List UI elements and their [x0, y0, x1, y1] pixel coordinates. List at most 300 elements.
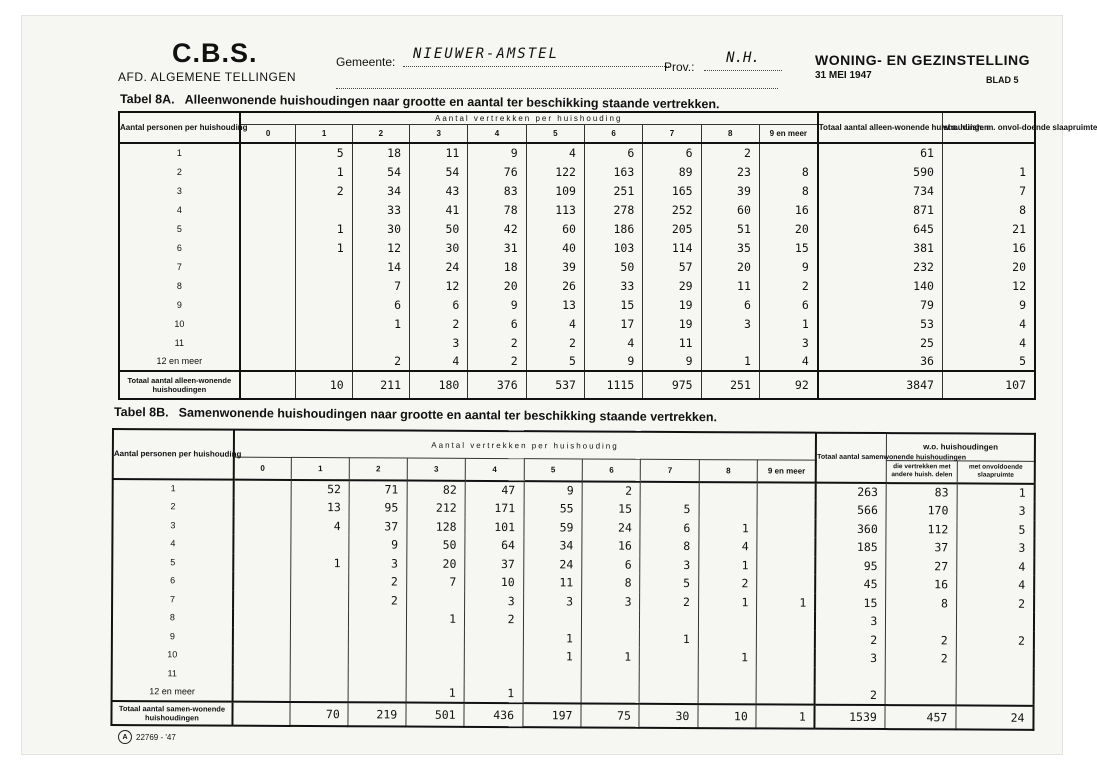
data-cell: 11 — [523, 573, 582, 592]
data-cell — [581, 629, 640, 648]
wo-shared-column-header: die vertrekken met andere huish. delen — [887, 461, 958, 483]
data-cell: 9 — [468, 143, 526, 162]
data-cell: 4 — [526, 143, 584, 162]
data-cell: 205 — [643, 219, 701, 238]
data-cell: 1 — [699, 556, 758, 575]
dotted-line — [336, 88, 778, 89]
data-cell: 71 — [349, 480, 407, 499]
data-cell: 1 — [296, 238, 352, 257]
data-cell: 15 — [582, 499, 641, 518]
data-cell: 2 — [759, 276, 817, 295]
data-cell: 4 — [526, 314, 584, 333]
grand-total-cell: 1539 — [815, 704, 886, 728]
total-cell: 75 — [581, 703, 640, 727]
data-cell: 4 — [584, 333, 642, 352]
table-row — [119, 276, 1035, 295]
data-cell — [640, 666, 699, 685]
wo-slaapruimte-total-cell: 24 — [956, 705, 1034, 729]
extra-cell: 4 — [942, 314, 1035, 333]
row-total-cell: 3 — [815, 649, 886, 668]
data-cell — [240, 276, 296, 295]
row-label: 5 — [119, 219, 240, 238]
data-cell: 47 — [465, 480, 524, 499]
data-cell — [640, 685, 699, 704]
data-cell: 3 — [410, 333, 468, 352]
total-cell: 1 — [756, 704, 815, 728]
data-cell — [234, 479, 292, 498]
data-cell — [233, 664, 291, 683]
column-header: 2 — [352, 124, 409, 143]
row-total-cell: 590 — [818, 162, 943, 181]
data-cell: 6 — [643, 143, 701, 162]
total-cell: 70 — [290, 701, 349, 725]
data-cell: 6 — [701, 295, 759, 314]
total-cell — [232, 701, 290, 725]
grand-total-cell: 3847 — [818, 371, 943, 399]
page-number: BLAD 5 — [986, 75, 1019, 85]
row-total-cell: 36 — [818, 352, 943, 371]
table-row — [119, 219, 1035, 238]
row-label: 10 — [119, 314, 240, 333]
row-total-cell: 25 — [818, 333, 943, 352]
data-cell: 9 — [524, 481, 583, 500]
data-cell: 1 — [296, 162, 352, 181]
data-cell: 76 — [468, 162, 526, 181]
data-cell — [240, 143, 296, 162]
data-cell: 23 — [701, 162, 759, 181]
data-cell — [581, 666, 640, 685]
total-cell: 92 — [759, 371, 817, 399]
data-cell: 3 — [465, 591, 524, 610]
data-cell: 1 — [523, 647, 582, 666]
extra-cell: 1 — [942, 162, 1035, 181]
data-cell — [701, 333, 759, 352]
data-cell — [233, 535, 291, 554]
data-cell: 30 — [352, 219, 409, 238]
row-label: 4 — [119, 200, 240, 219]
data-cell: 34 — [523, 536, 582, 555]
data-cell — [756, 667, 815, 686]
department-label: AFD. ALGEMENE TELLINGEN — [118, 70, 296, 84]
data-cell — [240, 162, 296, 181]
wo-slaapruimte-cell — [956, 668, 1034, 687]
total-cell: 10 — [698, 704, 757, 728]
row-label: 1 — [113, 479, 234, 498]
data-cell — [290, 609, 349, 628]
total-cell: 10 — [296, 371, 352, 399]
data-cell: 10 — [465, 573, 524, 592]
census-title: WONING- EN GEZINSTELLING — [815, 52, 1030, 68]
data-cell: 54 — [352, 162, 409, 181]
row-label: 9 — [119, 295, 240, 314]
data-cell: 128 — [407, 517, 466, 536]
extra-cell: 7 — [942, 181, 1035, 200]
data-cell: 1 — [581, 647, 640, 666]
data-cell: 19 — [643, 314, 701, 333]
total-cell: 1115 — [584, 371, 642, 399]
total-column-header: Totaal aantal samenwonende huishoudingen — [816, 433, 887, 483]
extra-cell: 4 — [942, 333, 1035, 352]
data-cell: 20 — [701, 257, 759, 276]
wo-shared-cell: 16 — [886, 575, 957, 594]
row-label: 9 — [112, 627, 233, 646]
data-cell: 1 — [464, 684, 523, 703]
data-cell: 5 — [296, 143, 352, 162]
data-cell — [290, 572, 349, 591]
data-cell: 252 — [643, 200, 701, 219]
data-cell — [406, 628, 465, 647]
total-cell: 211 — [352, 371, 409, 399]
data-cell: 34 — [352, 181, 409, 200]
row-label: 3 — [112, 516, 233, 535]
total-cell: 501 — [406, 702, 465, 726]
data-cell — [406, 591, 465, 610]
table-row — [119, 257, 1035, 276]
data-cell — [523, 610, 582, 629]
data-cell: 50 — [407, 536, 466, 555]
column-header: 0 — [234, 457, 292, 479]
data-cell: 2 — [701, 143, 759, 162]
data-cell: 165 — [643, 181, 701, 200]
data-cell: 212 — [407, 499, 466, 518]
table-b-prefix: Tabel 8B. — [113, 405, 169, 420]
row-total-cell: 53 — [818, 314, 943, 333]
data-cell: 55 — [524, 499, 583, 518]
data-cell: 39 — [701, 181, 759, 200]
wo-slaapruimte-cell — [956, 649, 1034, 668]
data-cell — [296, 352, 352, 371]
data-cell: 1 — [406, 684, 465, 703]
row-total-cell: 15 — [815, 593, 886, 612]
row-label: 7 — [112, 590, 233, 609]
data-cell: 8 — [759, 181, 817, 200]
table-a-prefix: Tabel 8A. — [119, 92, 175, 107]
total-cell — [240, 371, 296, 399]
row-label-header: Aantal personen per huishouding — [113, 429, 234, 479]
data-cell — [757, 537, 816, 556]
total-cell: 975 — [643, 371, 701, 399]
data-cell — [233, 609, 291, 628]
data-cell: 6 — [584, 143, 642, 162]
province-value: N.H. — [704, 50, 782, 71]
row-total-cell: 871 — [818, 200, 943, 219]
row-total-cell: 2 — [815, 630, 886, 649]
data-cell: 37 — [349, 517, 407, 536]
data-cell: 1 — [523, 629, 582, 648]
data-cell — [240, 314, 296, 333]
data-cell: 2 — [465, 610, 524, 629]
data-cell — [640, 648, 699, 667]
extra-cell: 12 — [942, 276, 1035, 295]
data-cell: 89 — [643, 162, 701, 181]
data-cell — [233, 646, 291, 665]
data-cell — [757, 500, 816, 519]
table-row — [119, 238, 1035, 257]
data-cell: 2 — [526, 333, 584, 352]
data-cell: 2 — [349, 591, 407, 610]
data-cell — [233, 627, 291, 646]
row-total-cell: 381 — [818, 238, 943, 257]
wo-shared-total-cell: 457 — [885, 705, 956, 729]
data-cell: 2 — [699, 574, 758, 593]
column-header: 7 — [641, 459, 700, 481]
data-cell: 20 — [468, 276, 526, 295]
data-cell — [296, 333, 352, 352]
data-cell: 41 — [410, 200, 468, 219]
data-cell: 18 — [352, 143, 409, 162]
data-cell — [232, 683, 290, 702]
column-header: 1 — [296, 124, 352, 143]
data-cell: 1 — [699, 519, 758, 538]
data-cell — [352, 333, 409, 352]
data-cell — [581, 684, 640, 703]
data-cell: 2 — [468, 333, 526, 352]
data-cell — [699, 500, 758, 519]
data-cell — [290, 646, 349, 665]
data-cell: 20 — [406, 554, 465, 573]
row-total-cell: 645 — [818, 219, 943, 238]
data-cell — [759, 143, 817, 162]
data-cell: 15 — [759, 238, 817, 257]
data-cell: 57 — [643, 257, 701, 276]
seal-icon: A — [118, 730, 132, 744]
data-cell: 31 — [468, 238, 526, 257]
wo-slaapruimte-cell: 4 — [957, 575, 1035, 594]
table-row — [119, 352, 1035, 371]
wo-shared-cell — [886, 612, 957, 631]
data-cell — [240, 352, 296, 371]
wo-shared-cell: 8 — [886, 594, 957, 613]
data-cell: 3 — [759, 333, 817, 352]
data-cell: 2 — [296, 181, 352, 200]
data-cell — [296, 257, 352, 276]
row-total-cell: 232 — [818, 257, 943, 276]
extra-total-cell: 107 — [942, 371, 1035, 399]
extra-cell: 9 — [942, 295, 1035, 314]
total-cell: 180 — [410, 371, 468, 399]
data-cell: 1 — [759, 314, 817, 333]
data-cell: 3 — [349, 554, 407, 573]
data-cell — [349, 646, 407, 665]
data-cell: 18 — [468, 257, 526, 276]
data-cell: 11 — [410, 143, 468, 162]
data-cell: 82 — [407, 480, 466, 499]
data-cell: 251 — [584, 181, 642, 200]
data-cell: 4 — [699, 537, 758, 556]
data-cell: 12 — [352, 238, 409, 257]
column-header: 5 — [526, 124, 584, 143]
gemeente-value: NIEUWER-AMSTEL — [403, 46, 669, 67]
row-total-cell: 360 — [816, 519, 887, 538]
column-header: 6 — [584, 124, 642, 143]
column-header: 4 — [468, 124, 526, 143]
data-cell: 8 — [759, 162, 817, 181]
data-cell: 5 — [526, 352, 584, 371]
data-cell: 7 — [352, 276, 409, 295]
data-cell: 33 — [352, 200, 409, 219]
wo-slaapruimte-cell: 2 — [956, 631, 1034, 650]
data-cell: 9 — [759, 257, 817, 276]
data-cell — [698, 611, 757, 630]
table-row — [119, 143, 1035, 162]
data-cell — [523, 684, 582, 703]
data-cell: 29 — [643, 276, 701, 295]
row-label: 11 — [112, 664, 233, 683]
row-label: 2 — [113, 497, 234, 516]
table-row — [119, 200, 1035, 219]
column-header: 7 — [643, 124, 701, 143]
data-cell — [233, 572, 291, 591]
data-cell — [349, 628, 407, 647]
table-b — [110, 428, 1036, 730]
data-cell: 78 — [468, 200, 526, 219]
data-cell — [757, 574, 816, 593]
data-cell: 16 — [759, 200, 817, 219]
table-row — [119, 162, 1035, 181]
data-cell: 8 — [640, 537, 699, 556]
row-label: 12 en meer — [112, 682, 233, 701]
row-label: 7 — [119, 257, 240, 276]
data-cell — [233, 516, 291, 535]
data-cell — [640, 611, 699, 630]
row-total-cell: 185 — [816, 538, 887, 557]
table-a-title-text: Alleenwonende huishoudingen naar grootte en aantal ter beschikking staande vertrekken. — [184, 92, 720, 112]
data-cell: 43 — [410, 181, 468, 200]
data-cell — [240, 257, 296, 276]
total-cell: 376 — [468, 371, 526, 399]
totals-row — [111, 701, 1033, 730]
row-total-cell — [815, 667, 886, 686]
data-cell — [290, 664, 349, 683]
data-cell — [290, 590, 349, 609]
data-cell — [296, 295, 352, 314]
row-total-cell: 734 — [818, 181, 943, 200]
vertrekken-header: Aantal vertrekken per huishouding — [234, 430, 817, 461]
wo-shared-cell: 83 — [886, 483, 957, 502]
data-cell — [240, 238, 296, 257]
data-cell: 171 — [465, 499, 524, 518]
data-cell: 1 — [757, 593, 816, 612]
table-row — [119, 181, 1035, 200]
total-cell: 436 — [464, 702, 523, 726]
data-cell: 3 — [701, 314, 759, 333]
table-a — [118, 111, 1097, 400]
data-cell: 24 — [582, 518, 641, 537]
data-cell — [757, 648, 816, 667]
total-cell: 219 — [348, 702, 406, 726]
row-total-cell: 95 — [816, 556, 887, 575]
row-label: 6 — [119, 238, 240, 257]
wo-header: w.o. huishoudingen — [887, 433, 1035, 461]
data-cell: 4 — [291, 516, 350, 535]
data-cell: 60 — [701, 200, 759, 219]
table-row — [119, 295, 1035, 314]
data-cell — [240, 181, 296, 200]
data-cell — [290, 683, 349, 702]
data-cell — [698, 667, 757, 686]
data-cell — [757, 611, 816, 630]
row-label: 11 — [119, 333, 240, 352]
row-label: 2 — [119, 162, 240, 181]
data-cell: 24 — [523, 555, 582, 574]
data-cell: 1 — [291, 553, 350, 572]
data-cell: 17 — [584, 314, 642, 333]
data-cell — [641, 481, 700, 500]
data-cell: 6 — [759, 295, 817, 314]
row-total-cell: 61 — [818, 143, 943, 162]
data-cell: 1 — [406, 610, 465, 629]
total-cell: 537 — [526, 371, 584, 399]
data-cell: 16 — [582, 536, 641, 555]
data-cell: 3 — [582, 592, 641, 611]
wo-shared-cell — [885, 668, 956, 687]
data-cell: 113 — [526, 200, 584, 219]
data-cell: 42 — [468, 219, 526, 238]
extra-cell: 8 — [942, 200, 1035, 219]
data-cell: 19 — [643, 295, 701, 314]
data-cell: 64 — [465, 536, 524, 555]
data-cell: 14 — [352, 257, 409, 276]
extra-cell: 20 — [942, 257, 1035, 276]
row-total-cell: 79 — [818, 295, 943, 314]
row-total-cell: 263 — [816, 482, 887, 501]
data-cell: 3 — [523, 592, 582, 611]
data-cell — [757, 630, 816, 649]
totals-label: Totaal aantal alleen-wonende huishoudingen — [119, 371, 240, 399]
data-cell: 20 — [759, 219, 817, 238]
data-cell: 6 — [468, 314, 526, 333]
data-cell: 51 — [701, 219, 759, 238]
data-cell: 83 — [468, 181, 526, 200]
column-header: 2 — [349, 458, 407, 480]
totals-row — [119, 371, 1035, 399]
data-cell: 9 — [643, 352, 701, 371]
data-cell: 6 — [352, 295, 409, 314]
data-cell — [757, 482, 816, 501]
column-header: 3 — [407, 458, 466, 480]
row-label: 12 en meer — [119, 352, 240, 371]
data-cell: 95 — [349, 498, 407, 517]
row-label: 8 — [112, 608, 233, 627]
row-total-cell: 45 — [815, 575, 886, 594]
column-header: 1 — [291, 457, 350, 479]
gemeente-label: Gemeente: — [336, 55, 396, 69]
data-cell — [240, 295, 296, 314]
data-cell — [348, 665, 406, 684]
province-label: Prov.: — [664, 60, 695, 74]
wo-slaapruimte-cell — [956, 686, 1034, 705]
data-cell — [290, 627, 349, 646]
wo-slaapruimte-cell: 5 — [957, 520, 1035, 539]
data-cell: 9 — [468, 295, 526, 314]
form-code-text: 22769 - '47 — [136, 732, 176, 742]
column-header: 5 — [524, 459, 583, 481]
extra-cell: 21 — [942, 219, 1035, 238]
data-cell — [296, 276, 352, 295]
data-cell — [240, 200, 296, 219]
wo-shared-cell: 170 — [886, 501, 957, 520]
data-cell: 1 — [698, 648, 757, 667]
row-label: 6 — [112, 571, 233, 590]
data-cell: 8 — [582, 573, 641, 592]
data-cell: 1 — [296, 219, 352, 238]
column-header: 3 — [410, 124, 468, 143]
wo-slaapruimte-cell: 2 — [956, 594, 1034, 613]
column-header: 8 — [699, 460, 758, 482]
data-cell — [757, 519, 816, 538]
data-cell — [348, 683, 406, 702]
data-cell: 59 — [524, 518, 583, 537]
